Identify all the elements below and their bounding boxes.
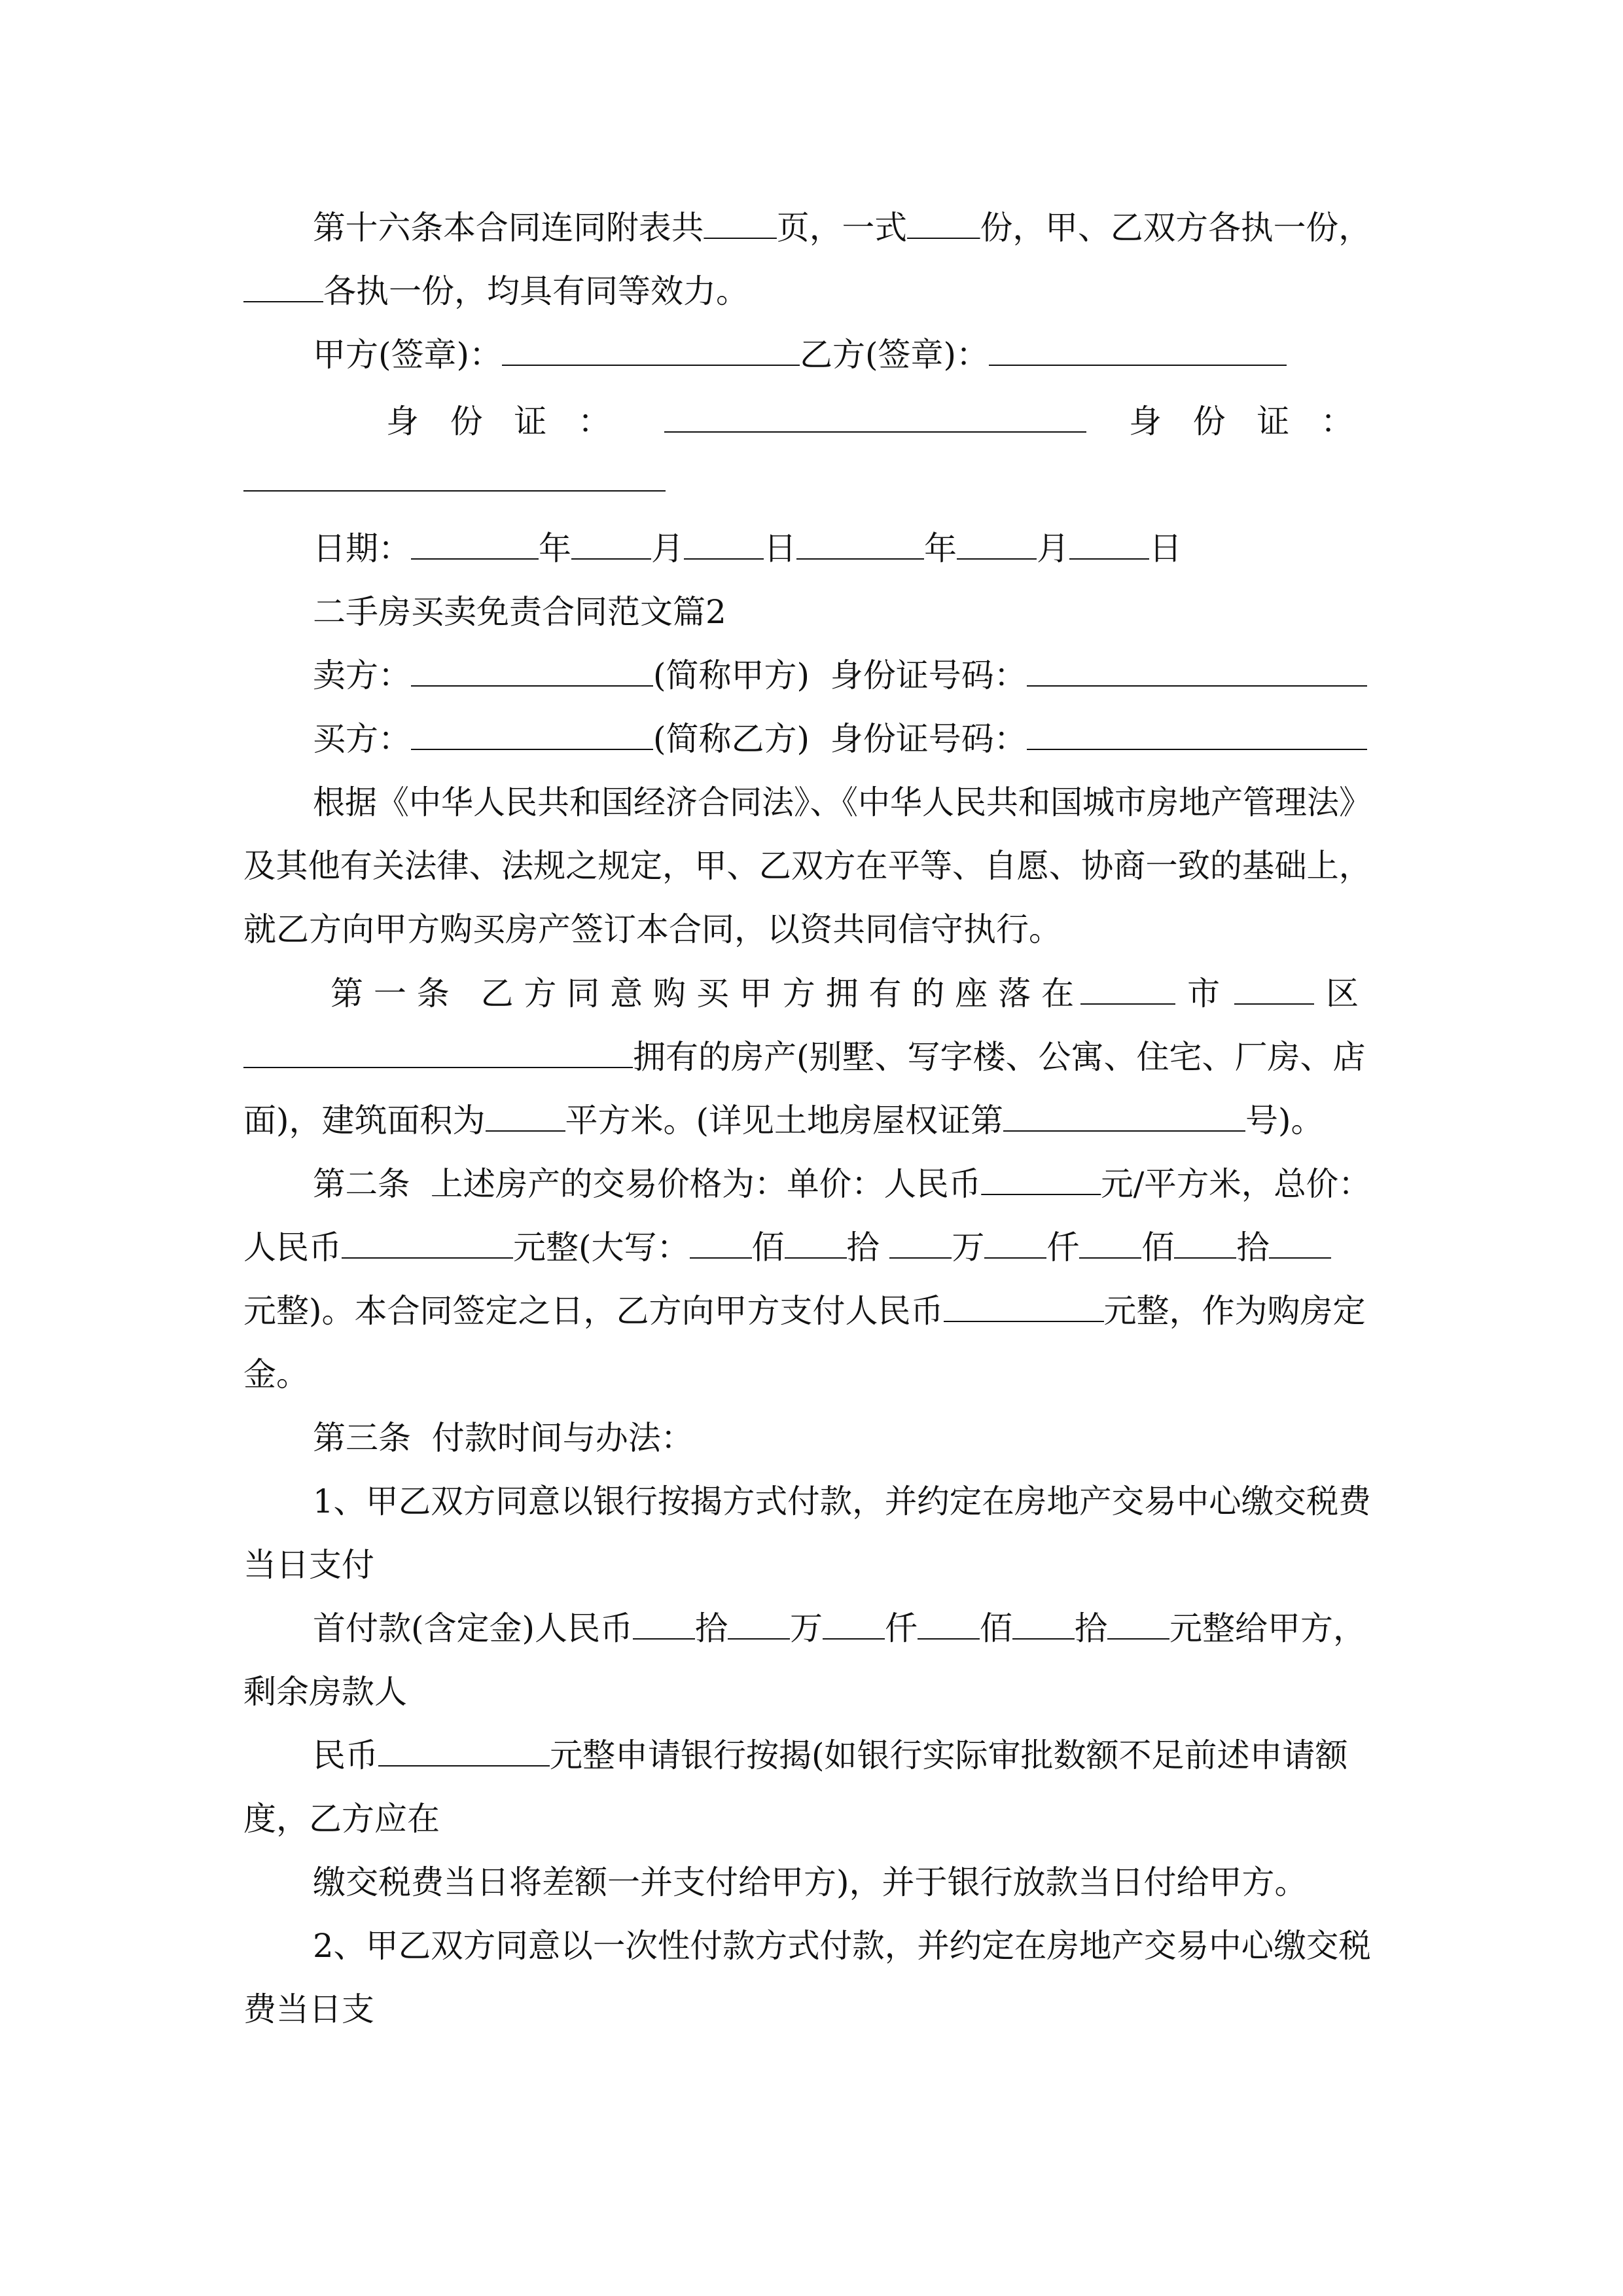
text: 万 <box>790 1609 823 1647</box>
text: 佰 <box>751 1229 785 1266</box>
id-label-b-wrap <box>1129 402 1353 441</box>
paragraph-line <box>313 1926 1371 1965</box>
blank-day <box>684 529 764 560</box>
blank-party-b-sign <box>989 336 1287 366</box>
id-label-b: 身 份 证 ： <box>1129 403 1354 440</box>
date-label: 日期： <box>313 529 411 567</box>
text: 1、甲乙双方同意以银行按揭方式付款，并约定在房地产交易中心缴交税费 <box>313 1482 1371 1520</box>
text: 佰 <box>1141 1229 1175 1266</box>
text: 根据《中华人民共和国经济合同法》、《中华人民共和国城市房地产管理法》 <box>313 783 1371 821</box>
blank-buyer-id <box>1027 720 1367 750</box>
blank <box>633 1609 695 1640</box>
down-payment-line <box>313 1609 1366 1648</box>
clause-16-line-1 <box>313 208 1371 247</box>
blank <box>918 1609 980 1640</box>
clause-2-line-1 <box>313 1164 1371 1204</box>
clause-2-line-4 <box>243 1355 309 1394</box>
text: 元整申请银行按揭(如银行实际审批数额不足前述申请额 <box>550 1736 1348 1774</box>
text: 剩余房款人 <box>243 1673 407 1711</box>
paragraph-line <box>313 1482 1371 1521</box>
blank-city <box>1080 975 1175 1005</box>
text: 年 <box>924 529 957 567</box>
signature-line <box>313 335 1287 374</box>
text: 拾 <box>1075 1609 1108 1647</box>
text: 第二条 上述房产的交易价格为：单价：人民币 <box>313 1165 982 1203</box>
text: 号)。 <box>1245 1102 1324 1139</box>
text: 费当日支 <box>243 1990 374 2028</box>
blank-cert-no <box>1003 1102 1245 1132</box>
id-label-a: 身 份 证 ： <box>386 403 611 440</box>
text: 面)，建筑面积为 <box>243 1102 486 1139</box>
text: 份，甲、乙双方各执一份， <box>980 209 1371 247</box>
paragraph-line <box>313 783 1371 822</box>
text: 第 一 条 乙 方 同 意 购 买 甲 方 拥 有 的 座 落 在 <box>330 975 1075 1013</box>
text: 人民币 <box>243 1229 342 1266</box>
clause-3-title <box>313 1418 694 1458</box>
blank-id-a <box>664 403 1086 433</box>
blank-year <box>796 529 924 560</box>
blank-area <box>486 1102 565 1132</box>
text: 二手房买卖免责合同范文篇2 <box>313 593 726 631</box>
blank-seller-id <box>1027 656 1367 687</box>
text: 年 <box>539 529 571 567</box>
blank-year <box>411 529 539 560</box>
text: 拾 <box>846 1229 890 1266</box>
text: 日 <box>764 529 796 567</box>
blank-seller <box>411 656 653 687</box>
blank-month <box>571 529 651 560</box>
text: 元整(大写： <box>513 1229 690 1266</box>
buyer-line <box>313 719 1367 759</box>
loan-line <box>313 1736 1348 1775</box>
blank-unit-price <box>981 1165 1101 1195</box>
blank-copies <box>907 209 980 239</box>
text: 月 <box>1037 529 1069 567</box>
text: 就乙方向甲方购买房产签订本合同，以资共同信守执行。 <box>243 910 1061 948</box>
paragraph-line <box>243 1799 440 1839</box>
seller-label: 卖方： <box>313 656 411 694</box>
text: 平方米。(详见土地房屋权证第 <box>565 1102 1004 1139</box>
seller-line <box>313 656 1367 695</box>
text: 缴交税费当日将差额一并支付给甲方)，并于银行放款当日付给甲方。 <box>313 1863 1308 1901</box>
blank-id-b <box>243 461 666 492</box>
blank <box>823 1609 885 1640</box>
clause-2-line-2 <box>243 1228 1331 1267</box>
text: 拥有的房产(别墅、写字楼、公寓、住宅、厂房、店 <box>633 1038 1366 1076</box>
text: 第三条 付款时间与办法： <box>313 1419 694 1457</box>
text: (简称乙方) 身份证号码： <box>653 720 1027 758</box>
text: 各执一份，均具有同等效力。 <box>323 272 749 310</box>
blank-buyer <box>411 720 653 750</box>
blank <box>785 1229 847 1259</box>
text: 日 <box>1149 529 1182 567</box>
blank-party <box>243 272 323 302</box>
party-b-sign-label: 乙方(签章)： <box>800 336 990 374</box>
id-blank-b-line <box>243 461 666 500</box>
buyer-label: 买方： <box>313 720 411 758</box>
text: 仟 <box>885 1609 918 1647</box>
text: 元整，作为购房定 <box>1103 1292 1366 1330</box>
paragraph-line <box>243 1672 407 1712</box>
clause-1-line-1 <box>330 974 1359 1013</box>
clause-1-line-2 <box>243 1037 1366 1077</box>
text: 月 <box>651 529 684 567</box>
blank <box>1269 1229 1331 1259</box>
blank <box>984 1229 1046 1259</box>
clause-1-line-3 <box>243 1101 1324 1140</box>
paragraph-line <box>243 910 1061 949</box>
id-blank-a-wrap <box>664 402 1086 441</box>
blank <box>690 1229 752 1259</box>
text: 首付款(含定金)人民币 <box>313 1609 633 1647</box>
party-a-sign-label: 甲方(签章)： <box>313 336 503 374</box>
blank <box>1174 1229 1236 1259</box>
text: 当日支付 <box>243 1546 374 1584</box>
blank-loan <box>378 1736 550 1767</box>
clause-16-line-2 <box>243 272 749 311</box>
text: 页，一式 <box>776 209 908 247</box>
blank-deposit <box>944 1292 1104 1322</box>
text: 仟 <box>1046 1229 1080 1266</box>
paragraph-line <box>243 846 1371 886</box>
blank-day <box>1069 529 1149 560</box>
blank <box>1012 1609 1075 1640</box>
section-title <box>313 592 726 632</box>
blank-party-a-sign <box>502 336 800 366</box>
paragraph-line <box>313 1863 1308 1902</box>
blank <box>728 1609 790 1640</box>
paragraph-line <box>243 1545 374 1585</box>
text: (简称甲方) 身份证号码： <box>653 656 1027 694</box>
text: 佰 <box>980 1609 1013 1647</box>
date-line <box>313 529 1182 568</box>
text: 民币 <box>313 1736 378 1774</box>
text: 元整给甲方， <box>1169 1609 1366 1647</box>
blank-total <box>342 1229 513 1259</box>
text: 元/平方米，总价： <box>1101 1165 1371 1203</box>
text: 元整)。本合同签定之日，乙方向甲方支付人民币 <box>243 1292 944 1330</box>
blank <box>1107 1609 1169 1640</box>
id-line <box>386 402 611 441</box>
blank-month <box>957 529 1037 560</box>
blank-address <box>243 1038 633 1068</box>
text: 万 <box>952 1229 985 1266</box>
paragraph-line <box>243 1990 374 2029</box>
text: 区 <box>1326 975 1359 1013</box>
blank-pages <box>704 209 777 239</box>
text: 拾 <box>695 1609 728 1647</box>
text: 金。 <box>243 1355 309 1393</box>
blank <box>1079 1229 1141 1259</box>
text: 市 <box>1187 975 1221 1013</box>
text: 及其他有关法律、法规之规定，甲、乙双方在平等、自愿、协商一致的基础上， <box>243 847 1371 885</box>
text: 第十六条本合同连同附表共 <box>313 209 704 247</box>
text: 2、甲乙双方同意以一次性付款方式付款，并约定在房地产交易中心缴交税 <box>313 1927 1371 1965</box>
text: 度，乙方应在 <box>243 1800 440 1838</box>
blank <box>889 1229 952 1259</box>
blank-district <box>1234 975 1314 1005</box>
text: 拾 <box>1236 1229 1270 1266</box>
clause-2-line-3 <box>243 1291 1366 1331</box>
